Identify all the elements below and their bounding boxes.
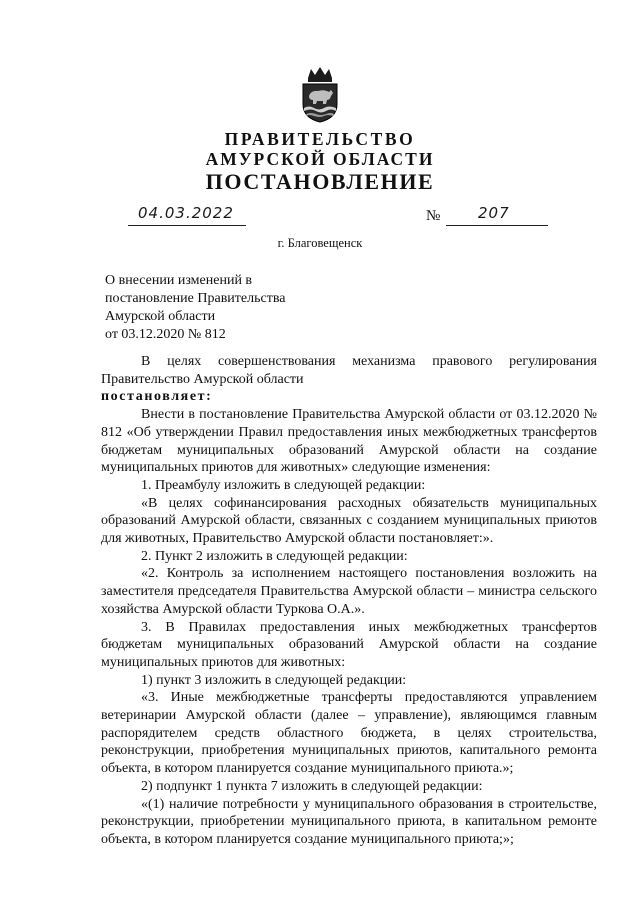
- item-1-heading: 1. Преамбулу изложить в следующей редакции:: [141, 477, 426, 493]
- date-underline: [128, 225, 246, 226]
- government-title-line-1: ПРАВИТЕЛЬСТВО: [224, 129, 416, 149]
- document-number: 207: [478, 204, 510, 222]
- item-3-heading: 3. В Правилах предоставления иных межбюджетных трансфертов бюджетам муниципальных образований Амурской области на создание муниципальных приютов для животных:: [101, 619, 597, 670]
- number-sign: №: [426, 208, 441, 224]
- item-3-sub-1-heading: 1) пункт 3 изложить в следующей редакции:: [141, 672, 407, 688]
- subject-line: О внесении изменений в: [105, 273, 253, 288]
- item-2-text: «2. Контроль за исполнением настоящего постановления возложить на заместителя председателя Правительства Амурской области – министра сельского хозяйства Амурской области Туркова О.А.».: [101, 566, 597, 617]
- document-subject: [105, 272, 285, 344]
- item-3-sub-2-heading: 2) подпункт 1 пункта 7 изложить в следующей редакции:: [141, 778, 483, 794]
- number-underline: [446, 225, 548, 226]
- subject-line: постановление Правительства: [105, 291, 286, 306]
- subject-line: от 03.12.2020 № 812: [105, 327, 226, 342]
- preamble-paragraph: В целях совершенствования механизма правового регулирования Правительство Амурской области: [101, 354, 597, 387]
- item-2-heading: 2. Пункт 2 изложить в следующей редакции:: [141, 548, 408, 564]
- resolves-word: постановляет:: [101, 389, 213, 405]
- item-3-sub-1-text: «3. Иные межбюджетные трансферты предоставляются управлением ветеринарии Амурской области (далее – управление), являющимся главным распорядителем средств областного бюджета, в целях строительства, реконструкции, приобретения муниципальных приютов, капитального ремонта объекта, в котором планируется создание муниципального приюта.»;: [101, 690, 597, 777]
- government-title-line-2: АМУРСКОЙ ОБЛАСТИ: [205, 149, 435, 169]
- document-date: 04.03.2022: [138, 204, 234, 222]
- subject-line: Амурской области: [105, 309, 216, 324]
- document-body: [101, 353, 597, 849]
- item-1-text: «В целях софинансирования расходных обязательств муниципальных образований Амурской области, связанных с созданием муниципальных приютов для животных, Правительство Амурской области постановляет:».: [101, 495, 597, 547]
- intro-paragraph: Внести в постановление Правительства Амурской области от 03.12.2020 № 812 «Об утверждении Правил предоставления иных межбюджетных трансфертов бюджетам муниципальных образований Амурской области на создание муниципальных приютов для животных» следующие изменения:: [101, 407, 597, 476]
- amur-oblast-coat-of-arms-icon: [296, 66, 344, 124]
- item-3-sub-2-text: «(1) наличие потребности у муниципального образования в строительстве, реконструкции, приобретении муниципального приюта, в капитальном ремонте объекта, в котором планируется создание муниципального приюта;»;: [101, 796, 597, 847]
- document-kind-title: ПОСТАНОВЛЕНИЕ: [205, 169, 435, 194]
- city-name: г. Благовещенск: [277, 236, 363, 250]
